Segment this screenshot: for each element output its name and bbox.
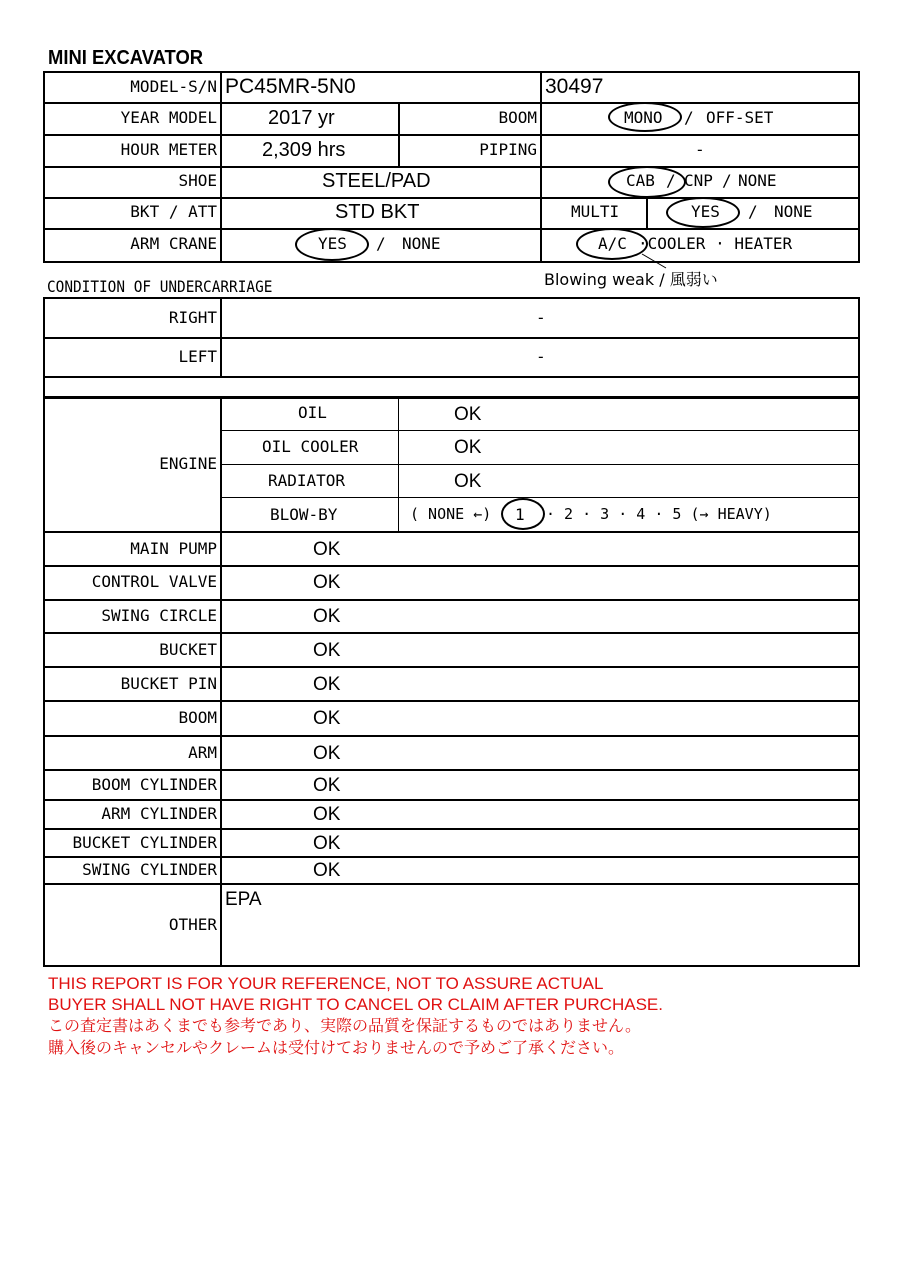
model-value: PC45MR-5N0 bbox=[225, 75, 356, 98]
cnp-option: CNP bbox=[684, 171, 713, 190]
part-label: SWING CYLINDER bbox=[82, 860, 217, 879]
engine-oil-label: OIL bbox=[298, 403, 327, 422]
cab-option: CAB bbox=[626, 171, 655, 190]
arm-crane-none: NONE bbox=[402, 234, 441, 253]
shoe-label: SHOE bbox=[178, 171, 217, 190]
part-label: ARM bbox=[188, 743, 217, 762]
part-label: BUCKET CYLINDER bbox=[72, 833, 217, 852]
engine-oil-cooler-label: OIL COOLER bbox=[262, 437, 359, 456]
part-label: ARM CYLINDER bbox=[101, 804, 217, 823]
multi-none: NONE bbox=[774, 202, 813, 221]
multi-separator: / bbox=[748, 202, 758, 221]
serial-value: 30497 bbox=[545, 75, 604, 98]
page-title: MINI EXCAVATOR bbox=[48, 47, 204, 69]
blowby-level-1: 1 bbox=[515, 505, 525, 524]
year-label: YEAR MODEL bbox=[120, 108, 217, 127]
ac-note: Blowing weak / 風弱い bbox=[544, 270, 718, 289]
boom-mono-circle bbox=[608, 102, 682, 132]
multi-label: MULTI bbox=[571, 202, 620, 221]
engine-radiator-label: RADIATOR bbox=[268, 471, 346, 490]
arm-crane-yes-circle bbox=[295, 228, 369, 261]
ac-note-pointer bbox=[640, 252, 670, 272]
blowby-none: ( NONE ←) bbox=[410, 505, 492, 523]
arm-crane-label: ARM CRANE bbox=[130, 234, 217, 253]
engine-blowby-label: BLOW-BY bbox=[270, 505, 338, 524]
part-value: OK bbox=[313, 804, 341, 825]
cab-none: NONE bbox=[738, 171, 777, 190]
arm-crane-yes: YES bbox=[318, 234, 347, 253]
disclaimer-line: 購入後のキャンセルやクレームは受付けておりませんので予めご了承ください。 bbox=[48, 1038, 625, 1057]
part-value: OK bbox=[313, 539, 341, 560]
arm-crane-separator: / bbox=[376, 234, 386, 253]
undercarriage-heading: CONDITION OF UNDERCARRIAGE bbox=[47, 277, 273, 296]
part-label: BOOM CYLINDER bbox=[91, 775, 217, 794]
other-value: EPA bbox=[225, 889, 262, 910]
ac-options: ·COOLER · HEATER bbox=[638, 234, 793, 253]
part-value: OK bbox=[313, 674, 341, 695]
cab-separator-2: / bbox=[722, 171, 732, 190]
ac-option: A/C bbox=[598, 234, 627, 253]
part-label: CONTROL VALVE bbox=[91, 572, 217, 591]
part-value: OK bbox=[313, 640, 341, 661]
engine-oil-cooler-value: OK bbox=[454, 437, 482, 458]
part-value: OK bbox=[313, 833, 341, 854]
boom-offset: OFF-SET bbox=[706, 108, 774, 127]
undercarriage-left-value: - bbox=[536, 347, 546, 366]
part-label: BUCKET bbox=[159, 640, 217, 659]
part-value: OK bbox=[313, 860, 341, 881]
part-label: BOOM bbox=[178, 708, 217, 727]
year-value: 2017 yr bbox=[268, 107, 335, 129]
part-value: OK bbox=[313, 775, 341, 796]
engine-oil-value: OK bbox=[454, 404, 482, 425]
part-value: OK bbox=[313, 606, 341, 627]
other-label: OTHER bbox=[168, 915, 217, 934]
shoe-value: STEEL/PAD bbox=[322, 170, 431, 192]
undercarriage-right-value: - bbox=[536, 308, 546, 327]
disclaimer-line: BUYER SHALL NOT HAVE RIGHT TO CANCEL OR CLAIM AFTER PURCHASE. bbox=[48, 995, 663, 1014]
hour-label: HOUR METER bbox=[120, 140, 217, 159]
cab-separator: / bbox=[666, 171, 676, 190]
multi-yes: YES bbox=[691, 202, 720, 221]
blowby-level-1-circle bbox=[501, 498, 545, 530]
part-value: OK bbox=[313, 743, 341, 764]
engine-radiator-value: OK bbox=[454, 471, 482, 492]
hour-value: 2,309 hrs bbox=[262, 139, 346, 161]
multi-yes-circle bbox=[666, 197, 740, 228]
piping-value: - bbox=[695, 140, 705, 159]
part-label: MAIN PUMP bbox=[130, 539, 217, 558]
engine-label: ENGINE bbox=[159, 454, 217, 473]
disclaimer-line: THIS REPORT IS FOR YOUR REFERENCE, NOT TO ASSURE ACTUAL bbox=[48, 974, 604, 993]
part-value: OK bbox=[313, 708, 341, 729]
undercarriage-right-label: RIGHT bbox=[168, 308, 217, 327]
boom-mono: MONO bbox=[624, 108, 663, 127]
piping-label: PIPING bbox=[479, 140, 537, 159]
bkt-label: BKT / ATT bbox=[130, 202, 217, 221]
blowby-scale: · 2 · 3 · 4 · 5 (→ HEAVY) bbox=[546, 505, 772, 523]
part-value: OK bbox=[313, 572, 341, 593]
model-label: MODEL-S/N bbox=[130, 77, 217, 96]
boom-label: BOOM bbox=[498, 108, 537, 127]
bkt-value: STD BKT bbox=[335, 201, 420, 223]
disclaimer-line: この査定書はあくまでも参考であり、実際の品質を保証するものではありません。 bbox=[48, 1016, 641, 1035]
part-label: BUCKET PIN bbox=[120, 674, 217, 693]
part-label: SWING CIRCLE bbox=[101, 606, 217, 625]
boom-separator: / bbox=[684, 108, 694, 127]
undercarriage-left-label: LEFT bbox=[178, 347, 217, 366]
